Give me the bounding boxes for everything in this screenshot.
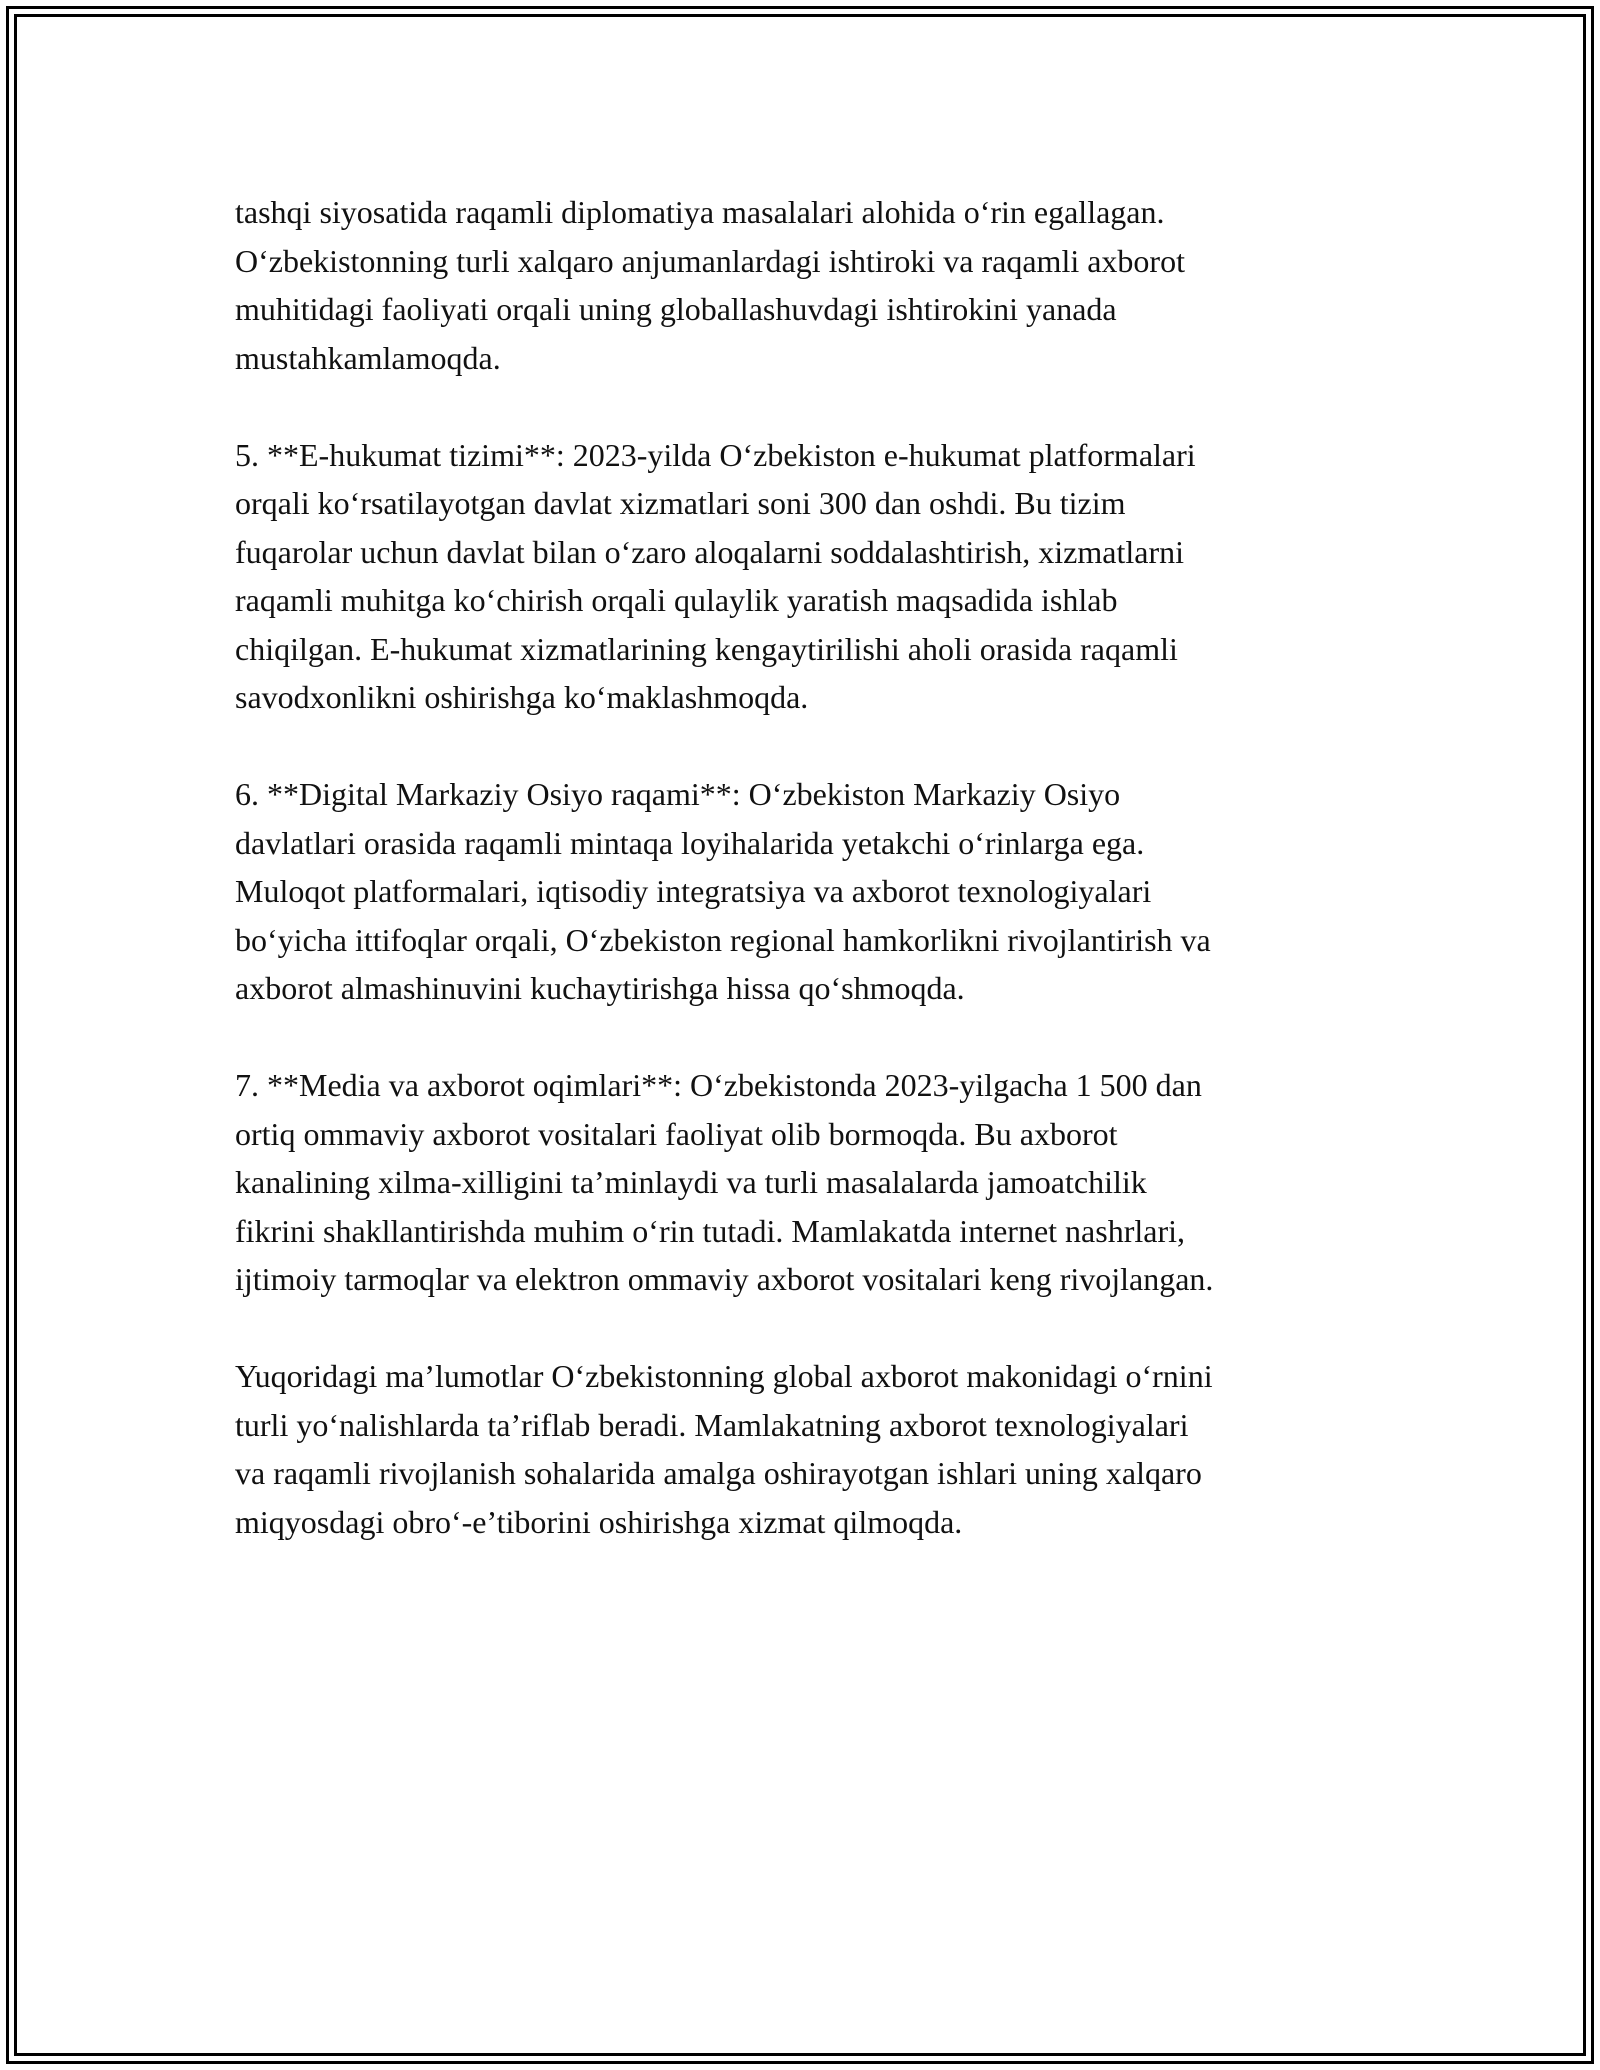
document-body — [235, 188, 1375, 1595]
paragraph-e-government: 5. **E-hukumat tizimi**: 2023-yilda O‘zbekiston e-hukumat platformalari orqali ko‘rsatilayotgan davlat xizmatlari soni 300 dan oshdi. Bu tizim fuqarolar uchun davlat bilan o‘zaro aloqalarni soddalashtirish, xizmatlarni raqamli muhitga ko‘chirish orqali qulaylik yaratish maqsadida ishlab chiqilgan. E-hukumat xizmatlarining kengaytirilishi aholi orasida raqamli savodxonlikni oshirishga ko‘maklashmoqda. — [235, 436, 1196, 715]
paragraph-digital-central-asia: 6. **Digital Markaziy Osiyo raqami**: O‘zbekiston Markaziy Osiyo davlatlari orasida raqamli mintaqa loyihalarida yetakchi o‘rinlarga ega. Muloqot platformalari, iqtisodiy integratsiya va axborot texnologiyalari bo‘yicha ittifoqlar orqali, O‘zbekiston regional hamkorlikni rivojlantirish va axborot almashinuvini kuchaytirishga hissa qo‘shmoqda. — [235, 776, 1211, 1006]
paragraph-digital-diplomacy: tashqi siyosatida raqamli diplomatiya masalalari alohida o‘rin egallagan. O‘zbekistonning turli xalqaro anjumanlardagi ishtiroki va raqamli axborot muhitidagi faoliyati orqali uning globallashuvdagi ishtirokini yanada mustahkamlamoqda. — [235, 194, 1185, 376]
paragraph-conclusion: Yuqoridagi ma’lumotlar O‘zbekistonning global axborot makonidagi o‘rnini turli yo‘nalishlarda ta’riflab beradi. Mamlakatning axborot texnologiyalari va raqamli rivojlanish sohalarida amalga oshirayotgan ishlari uning xalqaro miqyosdagi obro‘-e’tiborini oshirishga xizmat qilmoqda. — [235, 1358, 1213, 1540]
paragraph-media-information: 7. **Media va axborot oqimlari**: O‘zbekistonda 2023-yilgacha 1 500 dan ortiq ommaviy axborot vositalari faoliyat olib bormoqda. Bu axborot kanalining xilma-xilligini ta’minlaydi va turli masalalarda jamoatchilik fikrini shakllantirishda muhim o‘rin tutadi. Mamlakatda internet nashrlari, ijtimoiy tarmoqlar va elektron ommaviy axborot vositalari keng rivojlangan. — [235, 1067, 1214, 1297]
